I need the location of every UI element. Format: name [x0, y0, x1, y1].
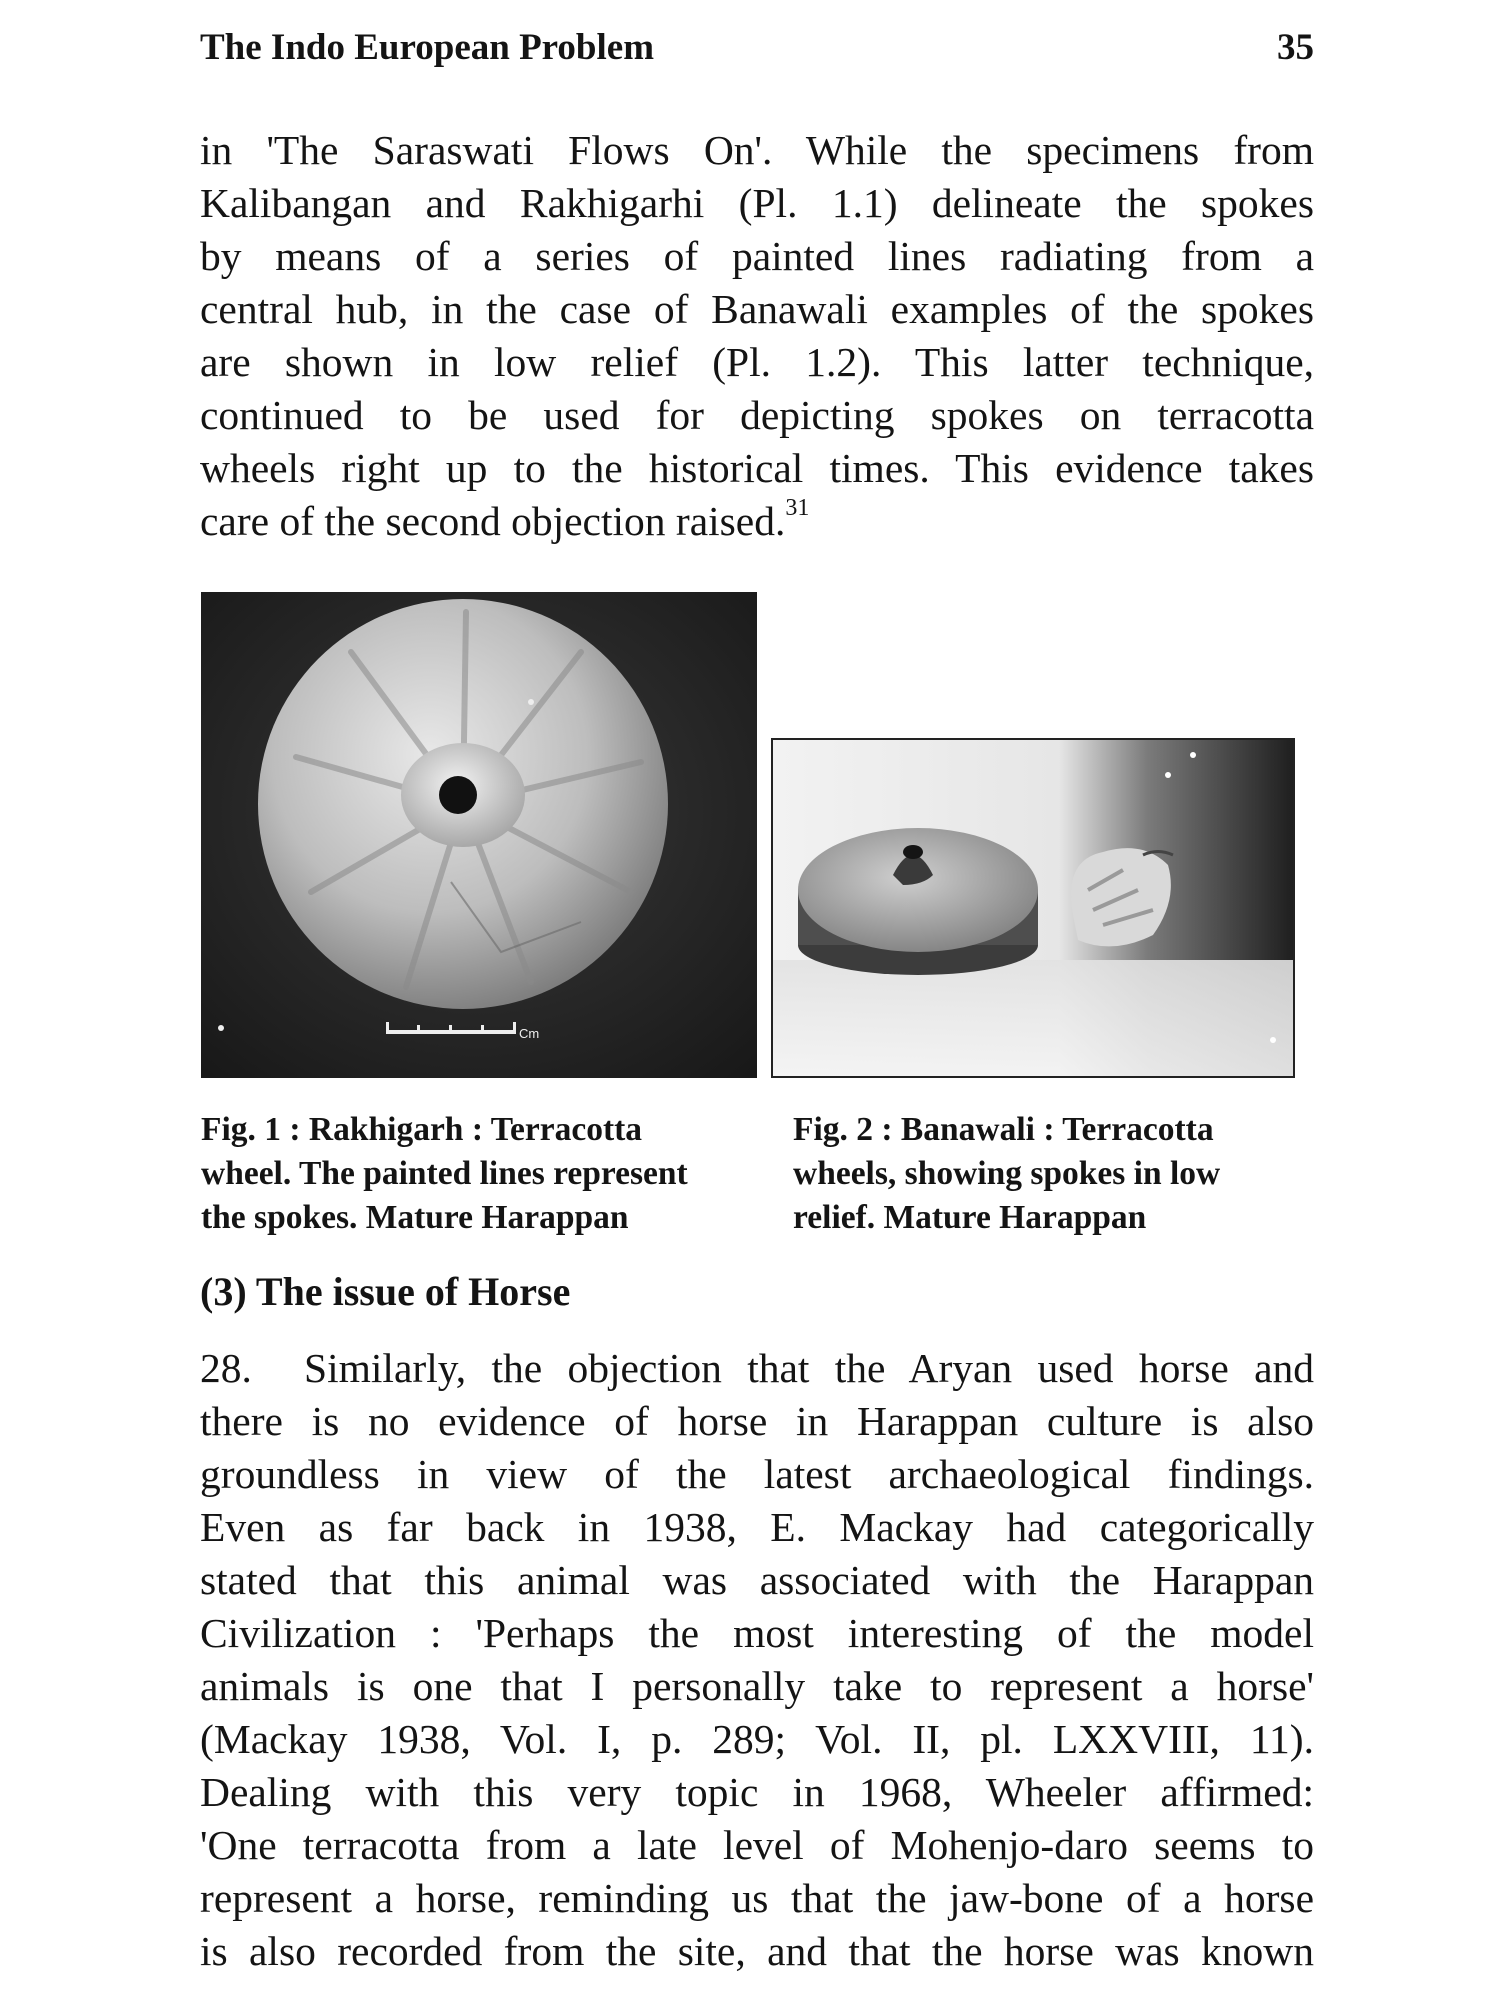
paragraph-line: (Mackay 1938, Vol. I, p. 289; Vol. II, pl. LXXVIII, 11). [200, 1716, 1314, 1762]
page-number: 35 [1277, 27, 1314, 68]
paragraph-line: 'One terracotta from a late level of Mohenjo-daro seems to [200, 1822, 1314, 1868]
figure-2-caption [793, 1108, 1313, 1240]
paragraph-line: wheels right up to the historical times. This evidence takes [200, 445, 1314, 491]
rakhigarh-wheel-image [201, 592, 757, 1078]
paragraph-line: by means of a series of painted lines radiating from a [200, 233, 1314, 279]
paragraph-line: represent a horse, reminding us that the jaw-bone of a horse [200, 1875, 1314, 1921]
paragraph-line-text: Similarly, the objection that the Aryan used horse and [304, 1345, 1314, 1391]
banawali-wheels-image [773, 740, 1293, 1076]
paragraph-line: there is no evidence of horse in Harappan culture is also [200, 1398, 1314, 1444]
caption-line: Fig. 2 : Banawali : Terracotta [793, 1111, 1214, 1148]
paragraph-last-line [200, 495, 1314, 548]
section-heading: (3) The issue of Horse [200, 1269, 571, 1314]
paragraph-number: 28. [200, 1345, 252, 1391]
figure-1-caption [201, 1108, 791, 1240]
paragraph-2 [200, 1342, 1314, 1978]
paragraph-line: central hub, in the case of Banawali examples of the spokes [200, 286, 1314, 332]
paragraph-line: Kalibangan and Rakhigarhi (Pl. 1.1) delineate the spokes [200, 180, 1314, 226]
paragraph-line: stated that this animal was associated with the Harappan [200, 1557, 1314, 1603]
caption-line: wheel. The painted lines represent [201, 1155, 688, 1192]
axle-hole [439, 776, 477, 814]
wheel-flat [798, 828, 1038, 975]
running-title: The Indo European Problem [200, 27, 655, 68]
caption-line: relief. Mature Harappan [793, 1199, 1147, 1236]
caption-line: the spokes. Mature Harappan [201, 1199, 629, 1236]
paragraph-line: are shown in low relief (Pl. 1.2). This latter technique, [200, 339, 1314, 385]
paragraph-line-text: care of the second objection raised. [200, 498, 786, 544]
caption-line: wheels, showing spokes in low [793, 1155, 1221, 1192]
figure-1-photo [201, 592, 757, 1078]
footnote-reference: 31 [785, 495, 810, 521]
paragraph-1 [200, 124, 1314, 548]
paragraph-line: continued to be used for depicting spokes on terracotta [200, 392, 1314, 438]
paragraph-line: animals is one that I personally take to represent a horse' [200, 1663, 1314, 1709]
paragraph-line: in 'The Saraswati Flows On'. While the specimens from [200, 127, 1314, 173]
paragraph-line: Dealing with this very topic in 1968, Wheeler affirmed: [200, 1769, 1314, 1815]
caption-line: Fig. 1 : Rakhigarh : Terracotta [201, 1111, 643, 1148]
paragraph-line: Even as far back in 1938, E. Mackay had categorically [200, 1504, 1314, 1550]
paragraph-line: groundless in view of the latest archaeological findings. [200, 1451, 1314, 1497]
running-header [200, 26, 1314, 76]
scale-unit-label: Cm [519, 1026, 540, 1041]
paragraph-first-line [200, 1342, 1314, 1395]
paragraph-line: is also recorded from the site, and that the horse was known [200, 1928, 1314, 1974]
figure-2-photo [771, 738, 1295, 1078]
paragraph-line: Civilization : 'Perhaps the most interesting of the model [200, 1610, 1314, 1656]
